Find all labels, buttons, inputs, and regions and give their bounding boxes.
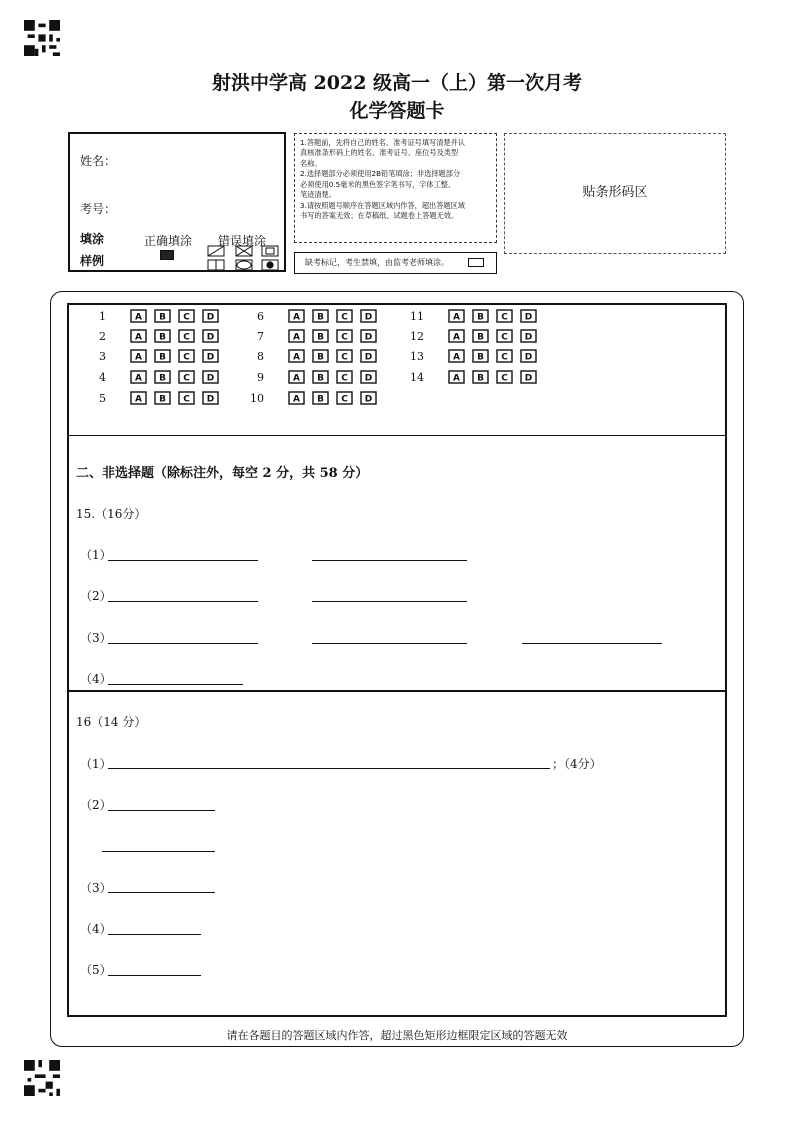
svg-text:A: A	[453, 352, 460, 363]
q15-2-blank-b[interactable]	[312, 601, 467, 602]
choice-bubble-13-D[interactable]	[520, 349, 537, 363]
wrong-fill-marks-icon	[206, 245, 280, 271]
svg-text:A: A	[293, 352, 300, 363]
notice-line: 笔迹清楚。	[300, 190, 336, 200]
choice-question-number: 3	[99, 350, 106, 363]
notice-line: 2.选择题部分必须使用2B铅笔填涂；非选择题部分	[300, 169, 461, 179]
choice-question-number: 11	[410, 310, 424, 323]
choice-bubble-8-B[interactable]	[312, 349, 329, 363]
q15-3-blank-b[interactable]	[312, 643, 467, 644]
page-subtitle: 化学答题卡	[349, 100, 445, 122]
choice-bubble-12-C[interactable]	[496, 329, 513, 343]
q16-sub-1-label: （1）	[80, 757, 112, 771]
svg-text:B: B	[477, 312, 484, 323]
svg-text:C: C	[501, 352, 508, 363]
notice-line: 名称。	[300, 158, 322, 168]
choice-question-number: 6	[257, 310, 264, 323]
svg-text:C: C	[341, 332, 348, 343]
student-info-box	[68, 132, 286, 272]
choice-question-number: 8	[257, 350, 264, 363]
svg-text:A: A	[453, 332, 460, 343]
correct-fill-label: 正确填涂	[144, 234, 193, 248]
choice-bubble-3-A[interactable]	[130, 349, 147, 363]
section-2-title: 二、非选择题（除标注外，每空 2 分，共 58 分）	[76, 466, 369, 481]
choice-bubble-14-B[interactable]	[472, 370, 489, 384]
choice-bubble-10-C[interactable]	[336, 391, 353, 405]
choice-question-number: 13	[410, 350, 424, 363]
choice-section-divider	[67, 435, 727, 436]
svg-text:B: B	[317, 394, 324, 405]
wrong-fill-label: 错误填涂	[218, 234, 267, 248]
svg-text:C: C	[501, 373, 508, 384]
svg-text:C: C	[183, 332, 190, 343]
q15-sub-4-label: （4）	[80, 672, 112, 686]
svg-text:B: B	[159, 312, 166, 323]
svg-text:B: B	[317, 312, 324, 323]
svg-text:B: B	[159, 352, 166, 363]
question-16-head: 16（14 分）	[76, 715, 147, 729]
svg-text:B: B	[317, 352, 324, 363]
choice-bubble-10-B[interactable]	[312, 391, 329, 405]
correct-fill-mark	[160, 250, 174, 260]
choice-bubble-6-B[interactable]	[312, 309, 329, 323]
missing-exam-checkbox[interactable]	[468, 258, 484, 267]
choice-bubble-10-A[interactable]	[288, 391, 305, 405]
q16-1-blank-a[interactable]	[108, 768, 550, 769]
svg-text:A: A	[293, 373, 300, 384]
qr-code-top-icon	[24, 20, 60, 56]
choice-question-number: 9	[257, 371, 264, 384]
page-title: 射洪中学高 2022 级高一（上）第一次月考	[211, 72, 583, 94]
question-16-divider	[67, 690, 727, 692]
choice-bubble-6-D[interactable]	[360, 309, 377, 323]
choice-bubble-11-A[interactable]	[448, 309, 465, 323]
choice-bubble-12-A[interactable]	[448, 329, 465, 343]
choice-bubble-1-B[interactable]	[154, 309, 171, 323]
svg-text:C: C	[341, 394, 348, 405]
q15-1-blank-b[interactable]	[312, 560, 467, 561]
svg-text:D: D	[206, 373, 215, 384]
svg-text:C: C	[341, 352, 348, 363]
choice-bubble-9-C[interactable]	[336, 370, 353, 384]
svg-text:A: A	[293, 394, 300, 405]
choice-bubble-14-D[interactable]	[520, 370, 537, 384]
choice-question-number: 5	[99, 392, 106, 405]
svg-text:D: D	[364, 352, 373, 363]
svg-text:B: B	[159, 394, 166, 405]
notice-line: 真核准条形码上的姓名、准考证号、座位号及类型	[300, 148, 459, 158]
svg-text:B: B	[159, 332, 166, 343]
svg-text:A: A	[453, 373, 460, 384]
notice-line: 必须使用0.5毫米的黑色签字笔书写，字体工整、	[300, 179, 456, 189]
svg-text:A: A	[293, 332, 300, 343]
svg-text:C: C	[341, 373, 348, 384]
q15-3-blank-c[interactable]	[522, 643, 662, 644]
choice-bubble-2-A[interactable]	[130, 329, 147, 343]
choice-bubble-7-D[interactable]	[360, 329, 377, 343]
choice-question-number: 10	[250, 392, 264, 405]
svg-text:A: A	[135, 394, 142, 405]
choice-bubble-1-D[interactable]	[202, 309, 219, 323]
svg-text:D: D	[524, 373, 533, 384]
q16-2-blank-a[interactable]	[108, 810, 215, 811]
choice-bubble-4-B[interactable]	[154, 370, 171, 384]
choice-question-number: 12	[410, 330, 424, 343]
choice-bubble-4-D[interactable]	[202, 370, 219, 384]
choice-bubble-9-A[interactable]	[288, 370, 305, 384]
svg-text:D: D	[206, 312, 215, 323]
choice-bubble-4-C[interactable]	[178, 370, 195, 384]
choice-bubble-3-C[interactable]	[178, 349, 195, 363]
footer-note: 请在各题目的答题区域内作答，超过黑色矩形边框限定区域的答题无效	[226, 1029, 568, 1042]
question-15-head: 15.（16分）	[76, 507, 147, 521]
q16-4-blank-a[interactable]	[108, 934, 201, 935]
svg-text:B: B	[477, 373, 484, 384]
choice-bubble-2-C[interactable]	[178, 329, 195, 343]
svg-text:D: D	[206, 394, 215, 405]
q16-3-blank-a[interactable]	[108, 892, 215, 893]
q15-1-blank-a[interactable]	[108, 560, 258, 561]
notice-line: 3.请按照题号顺序在答题区域内作答，超出答题区域	[300, 200, 465, 210]
name-label: 姓名：	[80, 154, 117, 168]
qr-code-bottom-icon	[24, 1060, 60, 1096]
fill-example-label-2: 样例	[80, 254, 105, 268]
answer-area-frame	[67, 303, 727, 1017]
q15-2-blank-a[interactable]	[108, 601, 258, 602]
svg-text:A: A	[135, 352, 142, 363]
svg-text:D: D	[206, 352, 215, 363]
choice-question-number: 2	[99, 330, 106, 343]
choice-bubble-10-D[interactable]	[360, 391, 377, 405]
choice-bubble-11-D[interactable]	[520, 309, 537, 323]
choice-bubble-9-B[interactable]	[312, 370, 329, 384]
svg-text:B: B	[159, 373, 166, 384]
choice-bubble-12-D[interactable]	[520, 329, 537, 343]
choice-bubble-4-A[interactable]	[130, 370, 147, 384]
fill-example-label-1: 填涂	[80, 232, 105, 246]
choice-bubble-8-C[interactable]	[336, 349, 353, 363]
q16-5-blank-a[interactable]	[108, 975, 201, 976]
choice-bubble-9-D[interactable]	[360, 370, 377, 384]
choice-bubble-8-D[interactable]	[360, 349, 377, 363]
choice-bubble-7-C[interactable]	[336, 329, 353, 343]
choice-bubble-1-A[interactable]	[130, 309, 147, 323]
choice-question-number: 7	[257, 330, 264, 343]
svg-text:D: D	[364, 312, 373, 323]
missing-exam-label: 缺考标记，考生禁填，由监考老师填涂。	[305, 258, 449, 267]
q15-sub-2-label: （2）	[80, 589, 112, 603]
missing-exam-mark-row	[294, 252, 497, 274]
choice-bubble-7-A[interactable]	[288, 329, 305, 343]
choice-bubble-8-A[interactable]	[288, 349, 305, 363]
choice-bubble-13-B[interactable]	[472, 349, 489, 363]
choice-bubble-5-D[interactable]	[202, 391, 219, 405]
exam-notice	[294, 133, 497, 243]
barcode-area	[504, 133, 726, 254]
svg-text:D: D	[364, 394, 373, 405]
choice-bubble-11-C[interactable]	[496, 309, 513, 323]
svg-text:C: C	[183, 352, 190, 363]
choice-bubble-3-B[interactable]	[154, 349, 171, 363]
q16-1-score-note: ；（4分）	[552, 757, 602, 771]
choice-bubble-5-C[interactable]	[178, 391, 195, 405]
id-label: 考号：	[80, 202, 117, 216]
choice-bubble-2-D[interactable]	[202, 329, 219, 343]
choice-bubble-11-B[interactable]	[472, 309, 489, 323]
svg-text:D: D	[524, 332, 533, 343]
choice-bubble-13-C[interactable]	[496, 349, 513, 363]
q16-sub-5-label: （5）	[80, 963, 112, 977]
svg-text:A: A	[135, 332, 142, 343]
choice-bubble-13-A[interactable]	[448, 349, 465, 363]
q16-sub-4-label: （4）	[80, 922, 112, 936]
q15-3-blank-a[interactable]	[108, 643, 258, 644]
svg-text:A: A	[135, 373, 142, 384]
notice-line: 书写的答案无效；在草稿纸、试题卷上答题无效。	[300, 211, 459, 221]
svg-text:C: C	[501, 332, 508, 343]
q16-sub-3-label: （3）	[80, 881, 112, 895]
barcode-label: 贴条形码区	[582, 185, 648, 200]
svg-text:B: B	[477, 352, 484, 363]
q15-4-blank-a[interactable]	[108, 684, 243, 685]
choice-bubble-6-A[interactable]	[288, 309, 305, 323]
choice-bubble-2-B[interactable]	[154, 329, 171, 343]
q16-2-blank-b[interactable]	[102, 851, 215, 852]
svg-text:B: B	[317, 373, 324, 384]
svg-text:A: A	[293, 312, 300, 323]
svg-text:D: D	[524, 352, 533, 363]
svg-text:D: D	[364, 373, 373, 384]
svg-text:D: D	[364, 332, 373, 343]
choice-question-number: 1	[99, 310, 106, 323]
choice-question-number: 14	[410, 371, 424, 384]
choice-bubble-14-A[interactable]	[448, 370, 465, 384]
q16-sub-2-label: （2）	[80, 798, 112, 812]
svg-text:A: A	[453, 312, 460, 323]
svg-text:C: C	[341, 312, 348, 323]
choice-bubble-14-C[interactable]	[496, 370, 513, 384]
choice-bubble-7-B[interactable]	[312, 329, 329, 343]
svg-text:C: C	[183, 373, 190, 384]
choice-bubble-12-B[interactable]	[472, 329, 489, 343]
svg-text:D: D	[206, 332, 215, 343]
svg-text:B: B	[477, 332, 484, 343]
choice-bubble-5-A[interactable]	[130, 391, 147, 405]
svg-text:C: C	[183, 312, 190, 323]
svg-text:A: A	[135, 312, 142, 323]
notice-line: 1.答题前，先将自己的姓名、准考证号填写清楚并认	[300, 138, 465, 147]
svg-text:D: D	[524, 312, 533, 323]
choice-bubble-1-C[interactable]	[178, 309, 195, 323]
svg-text:C: C	[183, 394, 190, 405]
choice-bubble-6-C[interactable]	[336, 309, 353, 323]
q15-sub-1-label: （1）	[80, 548, 112, 562]
svg-text:C: C	[501, 312, 508, 323]
svg-text:B: B	[317, 332, 324, 343]
choice-bubble-5-B[interactable]	[154, 391, 171, 405]
q15-sub-3-label: （3）	[80, 631, 112, 645]
choice-bubble-3-D[interactable]	[202, 349, 219, 363]
choice-question-number: 4	[99, 371, 106, 384]
